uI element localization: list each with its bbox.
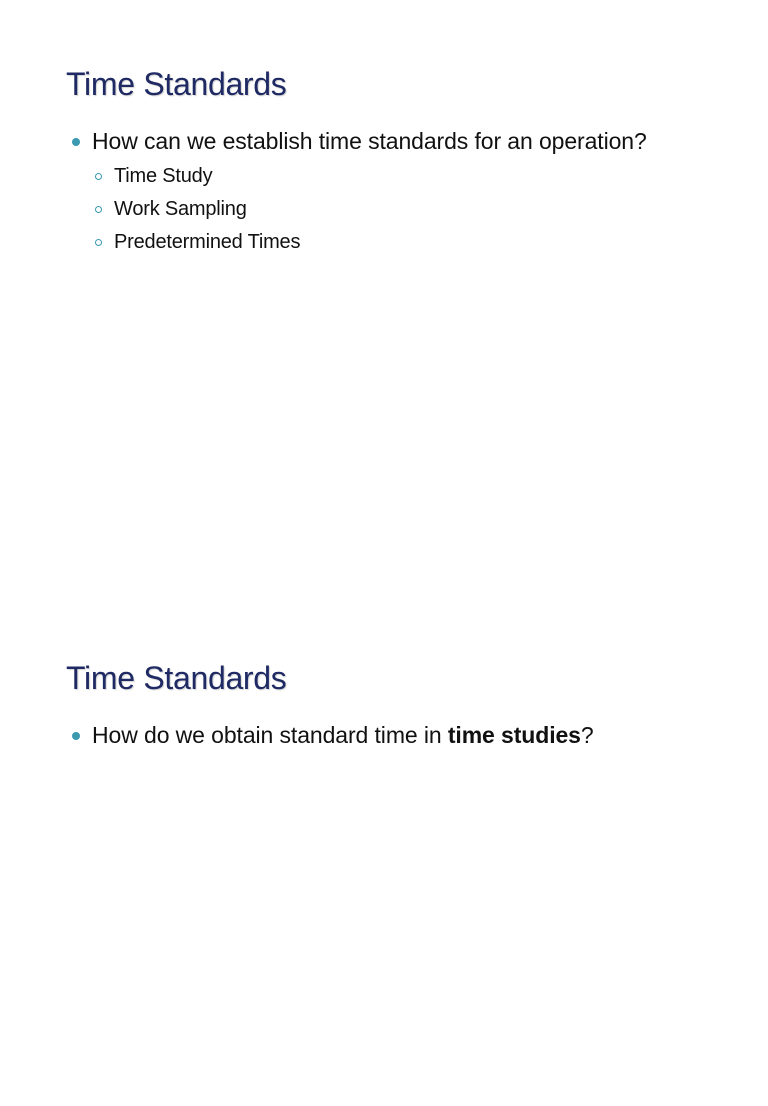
bullet-text	[92, 722, 594, 749]
sub-bullet-item-time-study	[95, 165, 212, 188]
slide-1	[0, 0, 768, 512]
slide-title: Time Standards	[66, 660, 287, 696]
sub-bullet-circle-icon	[95, 173, 102, 180]
bullet-item	[72, 722, 594, 749]
sub-bullet-text: Predetermined Times	[114, 231, 301, 253]
bullet-dot-icon	[72, 138, 80, 146]
sub-bullet-text: Time Study	[114, 165, 213, 187]
bullet-text: How can we establish time standards for an operation?	[92, 128, 647, 154]
bullet-item	[72, 128, 647, 155]
bullet-text-emphasis: time studies	[447, 722, 581, 748]
sub-bullet-item-predetermined-times	[95, 231, 300, 254]
sub-bullet-item-work-sampling	[95, 198, 247, 221]
bullet-dot-icon	[72, 732, 80, 740]
sub-bullet-text: Work Sampling	[114, 198, 247, 220]
sub-bullet-circle-icon	[95, 239, 102, 246]
slide-title: Time Standards	[66, 66, 287, 102]
slide-2	[0, 594, 768, 1106]
sub-bullet-circle-icon	[95, 206, 102, 213]
bullet-text-prefix: How do we obtain standard time in	[92, 722, 448, 748]
bullet-text-suffix: ?	[580, 722, 594, 748]
